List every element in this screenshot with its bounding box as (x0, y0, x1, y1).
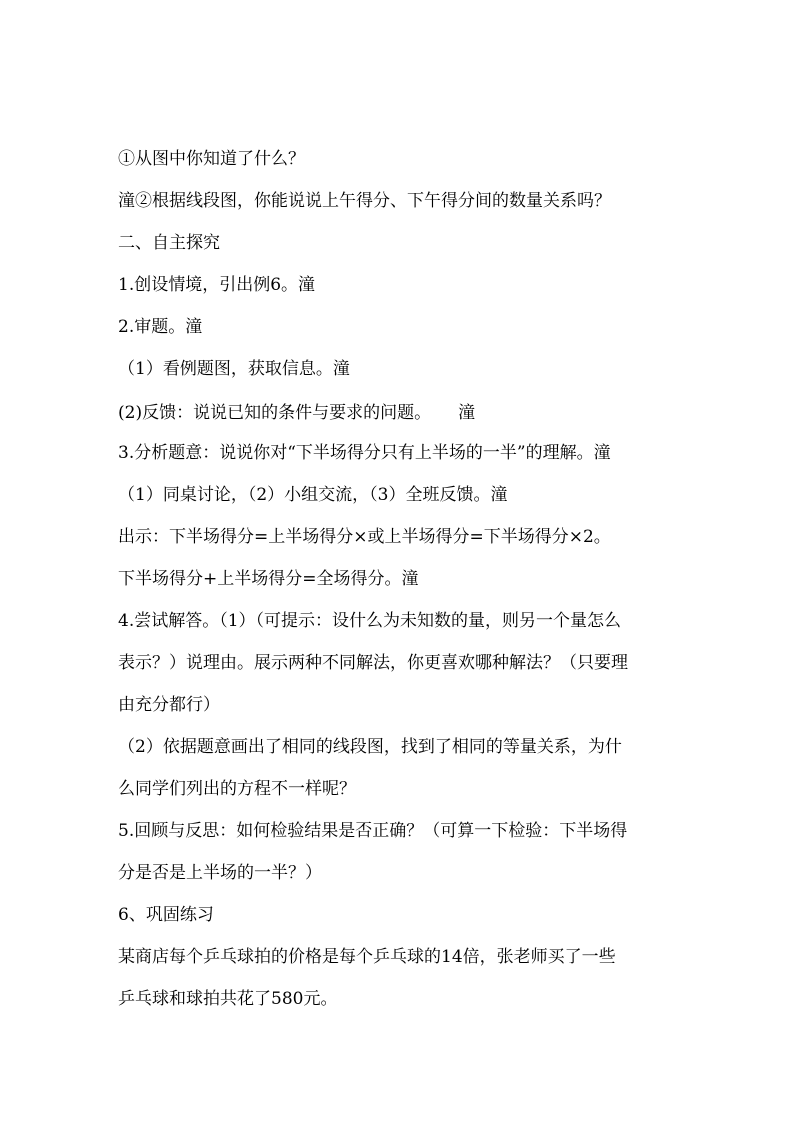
text-line: ①从图中你知道了什么？ (118, 149, 305, 169)
text-line: 出示：下半场得分=上半场得分×或上半场得分=下半场得分×2。 (118, 527, 611, 547)
section-heading: 二、自主探究 (118, 233, 220, 253)
text-line: 下半场得分+上半场得分=全场得分。潼 (118, 569, 419, 589)
text-line: 3.分析题意：说说你对“下半场得分只有上半场的一半”的理解。潼 (118, 443, 611, 463)
section-heading: 6、巩固练习 (118, 905, 214, 925)
text-line: 潼②根据线段图，你能说说上午得分、下午得分间的数量关系吗？ (118, 191, 611, 211)
text-line: (2)反馈：说说已知的条件与要求的问题。 潼 (118, 403, 476, 423)
text-line: （1）同桌讨论，（2）小组交流，（3）全班反馈。潼 (118, 485, 508, 505)
text-line: 分是否是上半场的一半？） (118, 863, 322, 883)
text-line: 表示？）说理由。展示两种不同解法，你更喜欢哪种解法？（只要理 (118, 653, 628, 673)
text-line: 1.创设情境，引出例6。潼 (118, 275, 316, 295)
text-line: 么同学们列出的方程不一样呢？ (118, 779, 356, 799)
text-line: 2.审题。潼 (118, 317, 203, 337)
text-line: 4.尝试解答。（1）（可提示：设什么为未知数的量，则另一个量怎么 (118, 611, 622, 631)
text-line: 某商店每个乒乓球拍的价格是每个乒乓球的14倍，张老师买了一些 (118, 947, 616, 967)
text-line: （1）看例题图，获取信息。潼 (118, 359, 350, 379)
text-line: 由充分都行） (118, 695, 220, 715)
text-line: 5.回顾与反思：如何检验结果是否正确？（可算一下检验：下半场得 (118, 821, 628, 841)
text-line: 乒乓球和球拍共花了580元。 (118, 989, 338, 1009)
text-line: （2）依据题意画出了相同的线段图，找到了相同的等量关系，为什 (118, 737, 622, 757)
